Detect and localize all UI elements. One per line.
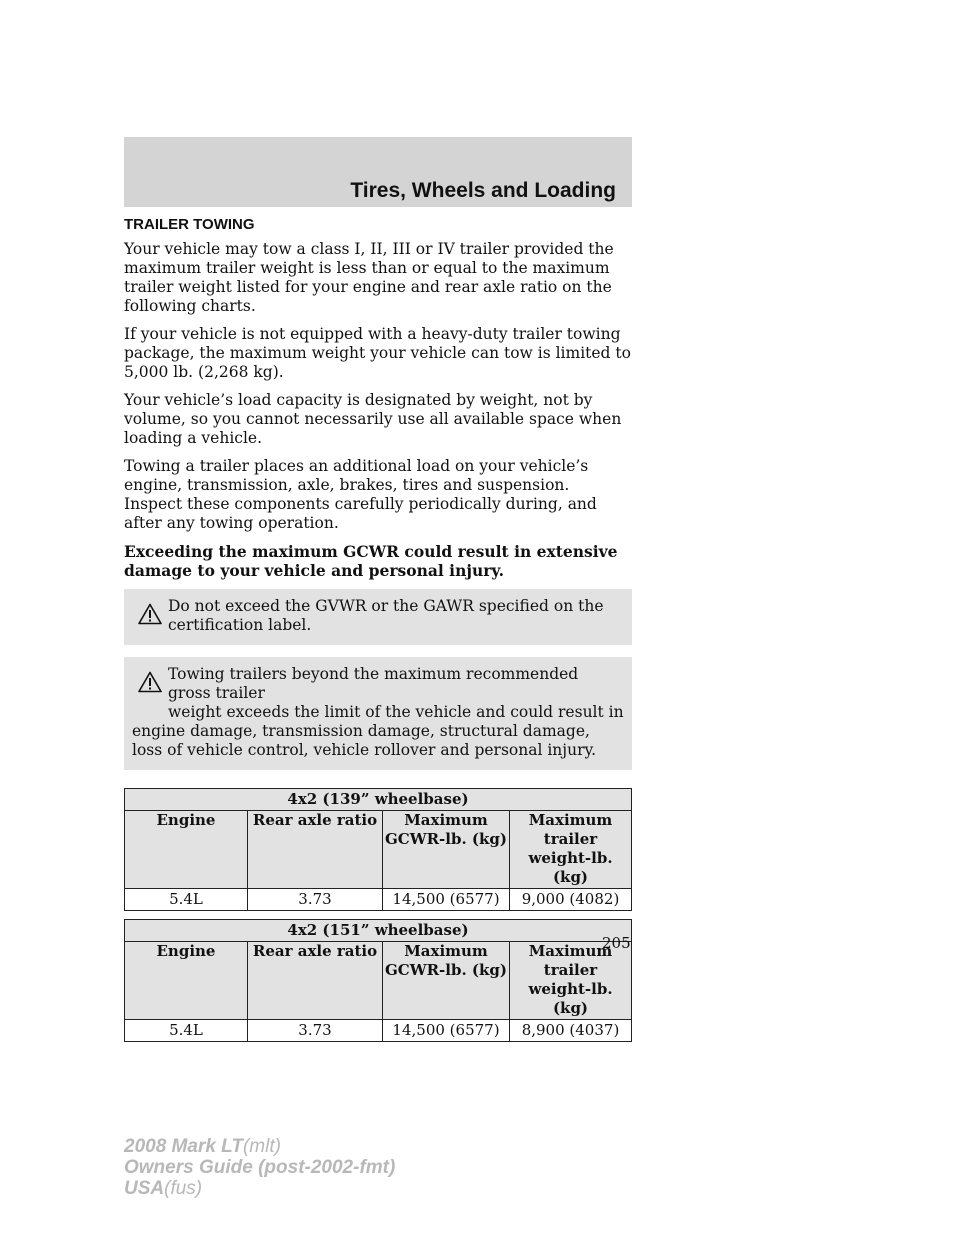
table-row <box>125 1020 632 1042</box>
page-header-title: Tires, Wheels and Loading <box>350 179 616 202</box>
paragraph-trailer-class: Your vehicle may tow a class I, II, III or IV trailer provided the maximum trailer weight is less than or equal to the maximum trailer weight listed for your engine and rear axle ratio on the following charts. <box>124 240 614 315</box>
cell-engine: 5.4L <box>125 889 248 911</box>
col-header-trailer-weight: Maximum trailer weight-lb. (kg) <box>510 811 632 889</box>
col-header-axle-ratio: Rear axle ratio <box>248 811 383 889</box>
footer-line: USA(fus) <box>124 1178 203 1199</box>
cell-axle-ratio: 3.73 <box>248 1020 383 1042</box>
page-number: 205 <box>602 934 631 952</box>
col-header-engine: Engine <box>125 942 248 1020</box>
cell-axle-ratio: 3.73 <box>248 889 383 911</box>
col-header-axle-ratio: Rear axle ratio <box>248 942 383 1020</box>
table-row <box>125 889 632 911</box>
page-content <box>124 216 632 1050</box>
towing-table-151 <box>124 919 632 1042</box>
table-caption: 4x2 (139” wheelbase) <box>125 789 632 811</box>
cell-trailer-weight: 8,900 (4037) <box>510 1020 632 1042</box>
col-header-gcwr: Maximum GCWR-lb. (kg) <box>383 811 510 889</box>
warning-box-towing-limits <box>124 657 632 770</box>
warning-text-line: Do not exceed the GVWR or the GAWR specified on the <box>168 597 604 615</box>
towing-table-139 <box>124 788 632 911</box>
warning-text-line: weight exceeds the limit of the vehicle and could result in <box>168 703 624 721</box>
cell-gcwr: 14,500 (6577) <box>383 1020 510 1042</box>
cell-engine: 5.4L <box>125 1020 248 1042</box>
paragraph-load-capacity: Your vehicle’s load capacity is designated by weight, not by volume, so you cannot necessarily use all available space when loading a vehicle. <box>124 391 622 447</box>
warning-box-gvwr <box>124 589 632 645</box>
paragraph-towing-package: If your vehicle is not equipped with a heavy-duty trailer towing package, the maximum weight your vehicle can tow is limited to 5,000 lb. (2,268 kg). <box>124 325 631 381</box>
paragraph-inspect: Towing a trailer places an additional load on your vehicle’s engine, transmission, axle, brakes, tires and suspension. Inspect these components carefully periodically during, and after any towing operation. <box>124 457 597 532</box>
bold-warning-text: Exceeding the maximum GCWR could result in extensive damage to your vehicle and personal injury. <box>124 542 618 580</box>
col-header-engine: Engine <box>125 811 248 889</box>
warning-text-rest: engine damage, transmission damage, structural damage, loss of vehicle control, vehicle rollover and personal injury. <box>132 722 597 759</box>
col-header-trailer-weight: Maximum trailer weight-lb. (kg) <box>510 942 632 1020</box>
col-header-gcwr: Maximum GCWR-lb. (kg) <box>383 942 510 1020</box>
footer-watermark <box>124 1136 395 1199</box>
warning-triangle-icon <box>138 603 162 625</box>
header-band <box>124 137 632 207</box>
cell-gcwr: 14,500 (6577) <box>383 889 510 911</box>
warning-text-line: Towing trailers beyond the maximum recommended gross trailer <box>168 665 579 702</box>
warning-text-line: certification label. <box>168 616 312 634</box>
cell-trailer-weight: 9,000 (4082) <box>510 889 632 911</box>
footer-line: 2008 Mark LT(mlt) <box>124 1136 281 1157</box>
warning-triangle-icon <box>138 671 162 693</box>
table-caption: 4x2 (151” wheelbase) <box>125 920 632 942</box>
section-title: TRAILER TOWING <box>124 216 255 233</box>
footer-line: Owners Guide (post-2002-fmt) <box>124 1157 396 1178</box>
